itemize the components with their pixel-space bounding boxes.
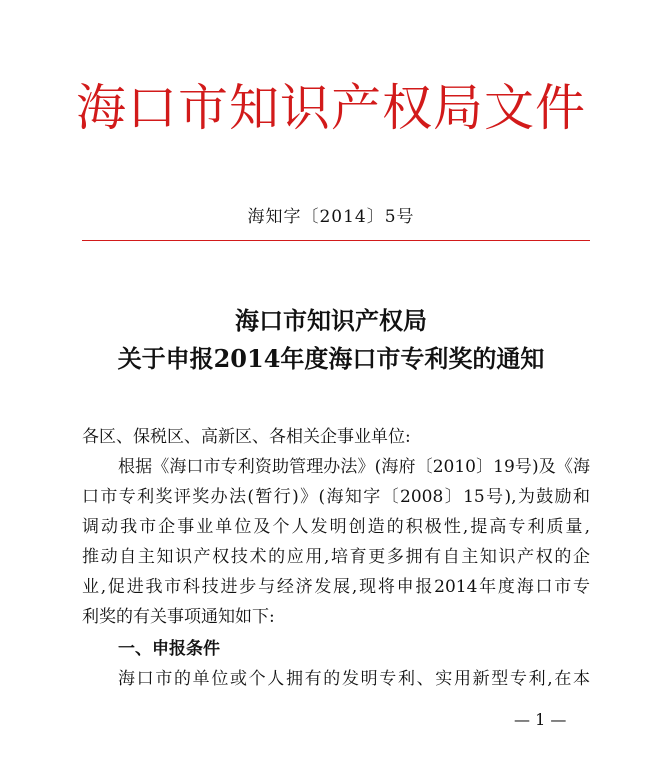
paragraph-line: 利奖的有关事项通知如下: [82, 607, 275, 627]
document-number: 海知字〔2014〕5号 [247, 207, 415, 227]
paragraph-line: 业,促进我市科技进步与经济发展,现将申报2014年度海口市专 [82, 577, 590, 597]
paragraph-line: 根据《海口市专利资助管理办法》(海府〔2010〕19号)及《海 [118, 457, 590, 477]
notice-title-line-2: 关于申报2014年度海口市专利奖的通知 [117, 344, 545, 373]
paragraph-line: 调动我市企事业单位及个人发明创造的积极性,提高专利质量, [82, 517, 590, 537]
salutation: 各区、保税区、高新区、各相关企事业单位: [82, 427, 411, 447]
paragraph-line: 推动自主知识产权技术的应用,培育更多拥有自主知识产权的企 [82, 547, 590, 567]
paragraph-line: 海口市的单位或个人拥有的发明专利、实用新型专利,在本 [118, 669, 590, 689]
document-header-title: 海口市知识产权局文件 [76, 79, 586, 137]
paragraph-line: 口市专利奖评奖办法(暂行)》(海知字〔2008〕15号),为鼓励和 [82, 487, 590, 507]
red-divider-line [82, 240, 590, 241]
page-number: — 1 — [514, 710, 567, 729]
section-heading: 一、申报条件 [118, 639, 220, 659]
notice-title-line-1: 海口市知识产权局 [235, 306, 427, 335]
